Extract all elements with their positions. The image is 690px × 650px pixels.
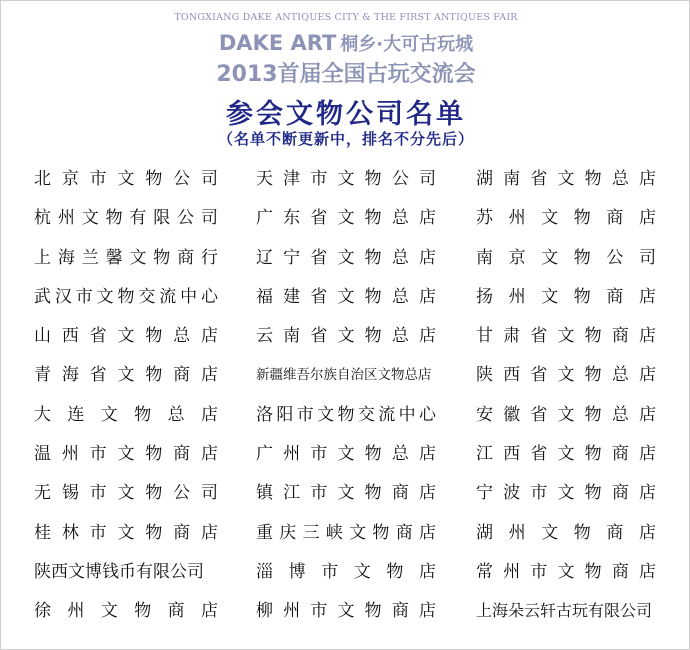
company-name: 桂林市文物商店 <box>34 522 218 543</box>
company-name: 扬州文物商店 <box>476 286 656 307</box>
company-name: 柳州市文物商店 <box>256 601 436 622</box>
company-name: 山西省文物总店 <box>34 326 218 347</box>
company-name: 常州市文物商店 <box>476 561 656 582</box>
company-name: 新疆维吾尔族自治区文物总店 <box>256 367 432 384</box>
company-row <box>34 357 664 396</box>
company-row <box>34 240 664 279</box>
page-subtitle: （名单不断更新中，排名不分先后） <box>217 130 474 148</box>
company-name: 甘肃省文物商店 <box>476 326 656 347</box>
company-name: 镇江市文物商店 <box>256 483 436 504</box>
company-row <box>34 161 664 200</box>
company-list <box>34 161 664 633</box>
company-row <box>34 200 664 239</box>
company-name: 辽宁省文物总店 <box>256 247 436 268</box>
company-row <box>34 475 664 514</box>
company-name: 云南省文物总店 <box>256 326 436 347</box>
company-name: 江西省文物商店 <box>476 444 656 465</box>
company-name: 青海省文物商店 <box>34 365 218 386</box>
brand-chinese: 桐乡·大可古玩城 <box>340 34 474 55</box>
company-name: 徐州文物商店 <box>34 601 218 622</box>
company-name: 福建省文物总店 <box>256 286 436 307</box>
company-name: 无锡市文物公司 <box>34 483 218 504</box>
company-name: 大连文物总店 <box>34 404 218 425</box>
company-name: 安徽省文物总店 <box>476 404 656 425</box>
company-row <box>34 279 664 318</box>
company-name: 温州市文物商店 <box>34 444 218 465</box>
company-name: 淄博市文物店 <box>256 561 436 582</box>
company-name: 洛阳市文物交流中心 <box>256 404 436 425</box>
company-row <box>34 436 664 475</box>
company-name: 湖州文物商店 <box>476 522 656 543</box>
company-name: 宁波市文物商店 <box>476 483 656 504</box>
company-name: 杭州文物有限公司 <box>34 208 218 229</box>
company-name: 重庆三峡文物商店 <box>256 522 436 543</box>
fair-english-name: TONGXIANG DAKE ANTIQUES CITY & THE FIRST ANTIQUES FAIR <box>174 12 518 23</box>
company-name: 武汉市文物交流中心 <box>34 286 218 307</box>
company-row <box>34 397 664 436</box>
company-name: 陕西省文物总店 <box>476 365 656 386</box>
company-name: 上海朵云轩古玩有限公司 <box>476 601 653 621</box>
company-name: 南京文物公司 <box>476 247 656 268</box>
company-name: 陕西文博钱币有限公司 <box>34 561 204 582</box>
company-name: 天津市文物公司 <box>256 169 436 189</box>
company-row <box>34 318 664 357</box>
company-name: 上海兰馨文物商行 <box>34 247 218 268</box>
company-name: 苏州文物商店 <box>476 208 656 229</box>
brand-logo <box>1 30 690 56</box>
page-title: 参会文物公司名单 <box>226 99 466 130</box>
company-row <box>34 515 664 554</box>
header <box>1 1 690 151</box>
fair-chinese-name: 2013首届全国古玩交流会 <box>216 62 476 87</box>
company-row <box>34 554 664 593</box>
company-name: 北京市文物公司 <box>34 169 218 189</box>
company-row <box>34 593 664 632</box>
company-name: 广东省文物总店 <box>256 208 436 229</box>
company-name: 湖南省文物总店 <box>476 169 656 189</box>
company-name: 广州市文物总店 <box>256 444 436 465</box>
brand-english: DAKE ART <box>218 31 337 55</box>
